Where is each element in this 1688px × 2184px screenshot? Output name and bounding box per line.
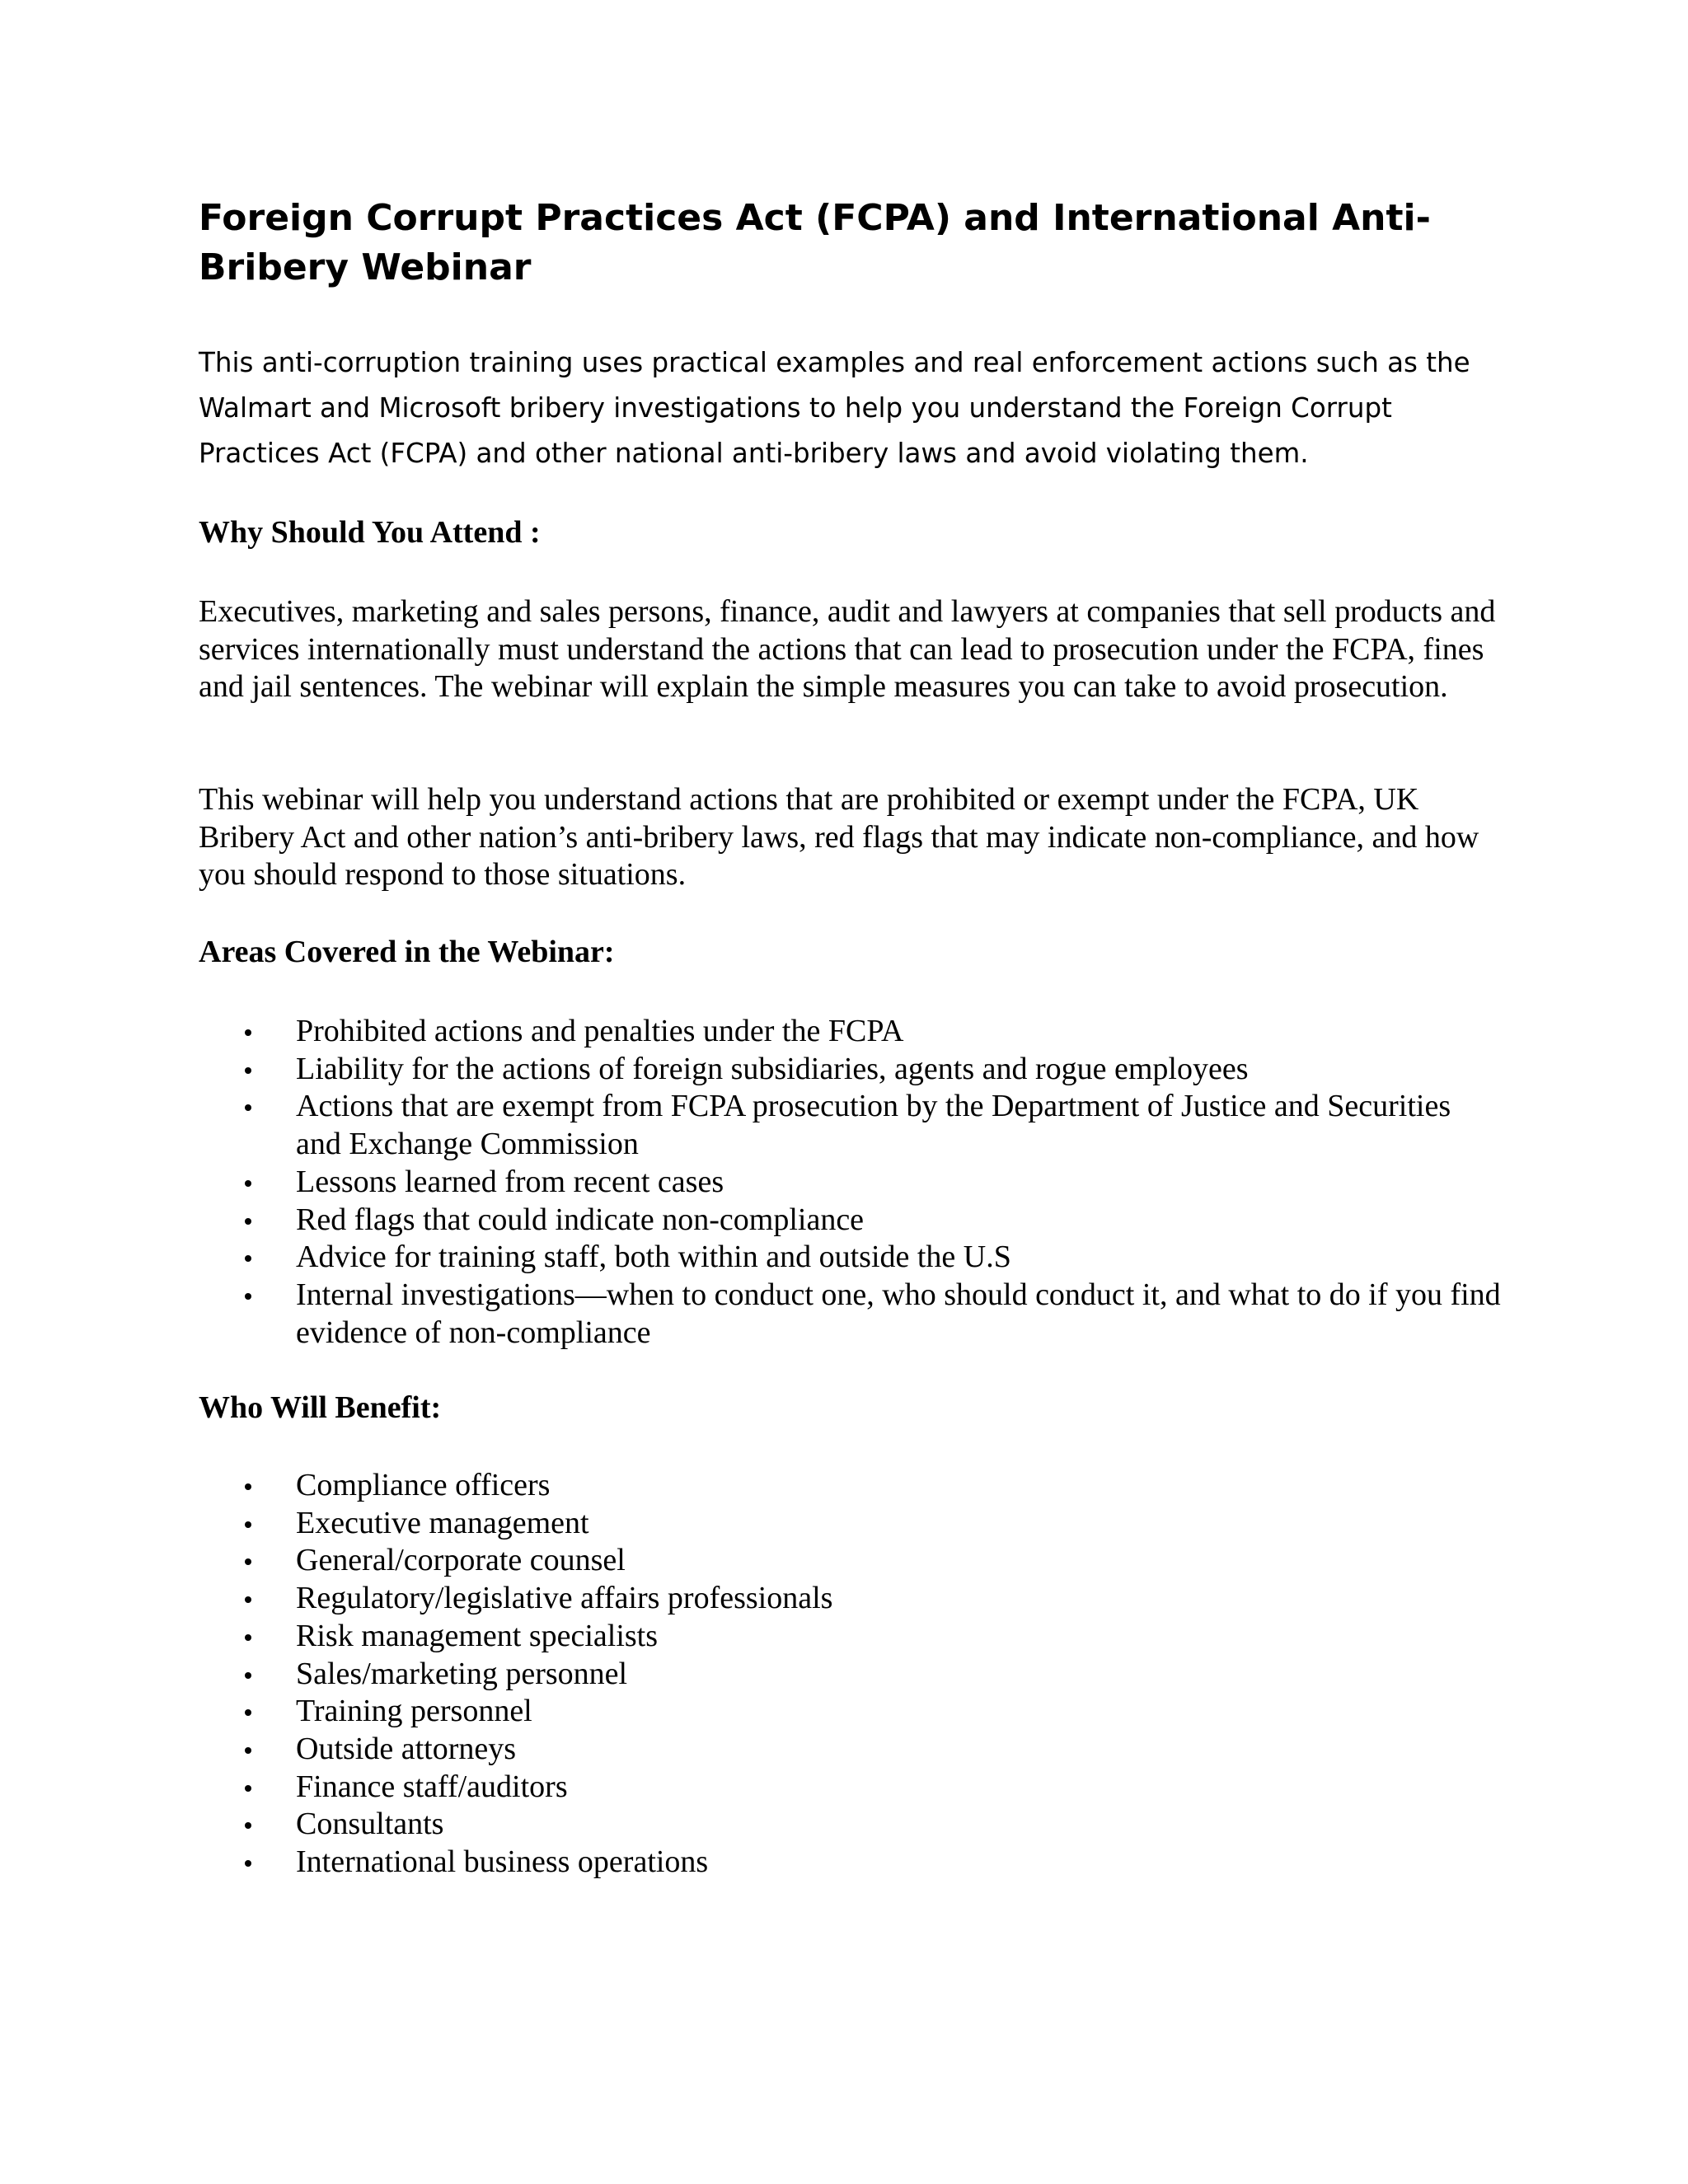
bullet-icon — [245, 1558, 251, 1565]
bullet-icon — [245, 1293, 251, 1300]
bullet-icon — [245, 1104, 251, 1111]
list-item: Finance staff/auditors — [199, 1769, 1501, 1807]
bullet-icon — [245, 1521, 251, 1528]
bullet-icon — [245, 1255, 251, 1262]
bullet-icon — [245, 1180, 251, 1187]
intro-paragraph: This anti-corruption training uses practical examples and real enforcement actions such as the Walmart and Microsoft bribery investigations to help you understand the Foreign Corrupt Practices Act (FCPA) and other national anti-bribery laws and avoid violating them. — [199, 347, 1470, 469]
who-benefits-heading: Who Will Benefit: — [199, 1390, 442, 1425]
bullet-icon — [245, 1785, 251, 1792]
list-item: Training personnel — [199, 1693, 1501, 1731]
list-item: Outside attorneys — [199, 1731, 1501, 1769]
document-title: Foreign Corrupt Practices Act (FCPA) and International Anti-Bribery Webinar — [199, 197, 1431, 288]
list-item: Advice for training staff, both within and outside the U.S — [199, 1239, 1501, 1277]
why-attend-paragraph-1: Executives, marketing and sales persons, finance, audit and lawyers at companies that sell products and services internationally must understand the actions that can lead to prosecution under the FCPA, fines and jail sentences. The webinar will explain the simple measures you can take to avoid prosecution. — [199, 594, 1496, 704]
list-item: Risk management specialists — [199, 1618, 1501, 1656]
list-item: Sales/marketing personnel — [199, 1656, 1501, 1694]
why-attend-heading: Why Should You Attend : — [199, 515, 541, 550]
why-attend-paragraph-2: This webinar will help you understand actions that are prohibited or exempt under the FCPA, UK Bribery Act and other nation’s anti-bribery laws, red flags that may indicate non-compliance, and how you should respond to those situations. — [199, 782, 1479, 892]
list-item: International business operations — [199, 1844, 1501, 1882]
list-item: Prohibited actions and penalties under the FCPA — [199, 1013, 1501, 1051]
bullet-icon — [245, 1218, 251, 1225]
bullet-icon — [245, 1029, 251, 1036]
bullet-icon — [245, 1709, 251, 1716]
who-benefits-list — [199, 1467, 1501, 1882]
bullet-icon — [245, 1860, 251, 1867]
list-item: Liability for the actions of foreign subsidiaries, agents and rogue employees — [199, 1051, 1501, 1089]
list-item: General/corporate counsel — [199, 1542, 1501, 1580]
list-item: Actions that are exempt from FCPA prosecution by the Department of Justice and Securities and Exchange Commission — [199, 1088, 1501, 1163]
list-item: Consultants — [199, 1806, 1501, 1844]
bullet-icon — [245, 1822, 251, 1829]
list-item: Regulatory/legislative affairs professionals — [199, 1580, 1501, 1618]
areas-covered-heading: Areas Covered in the Webinar: — [199, 935, 615, 969]
list-item: Red flags that could indicate non-compliance — [199, 1202, 1501, 1240]
bullet-icon — [245, 1067, 251, 1074]
list-item: Lessons learned from recent cases — [199, 1164, 1501, 1202]
bullet-icon — [245, 1483, 251, 1490]
areas-covered-list — [199, 1013, 1501, 1352]
bullet-icon — [245, 1596, 251, 1603]
bullet-icon — [245, 1747, 251, 1754]
bullet-icon — [245, 1672, 251, 1679]
list-item: Internal investigations—when to conduct one, who should conduct it, and what to do if you find evidence of non-compliance — [199, 1277, 1501, 1352]
list-item: Compliance officers — [199, 1467, 1501, 1505]
list-item: Executive management — [199, 1505, 1501, 1543]
bullet-icon — [245, 1634, 251, 1641]
